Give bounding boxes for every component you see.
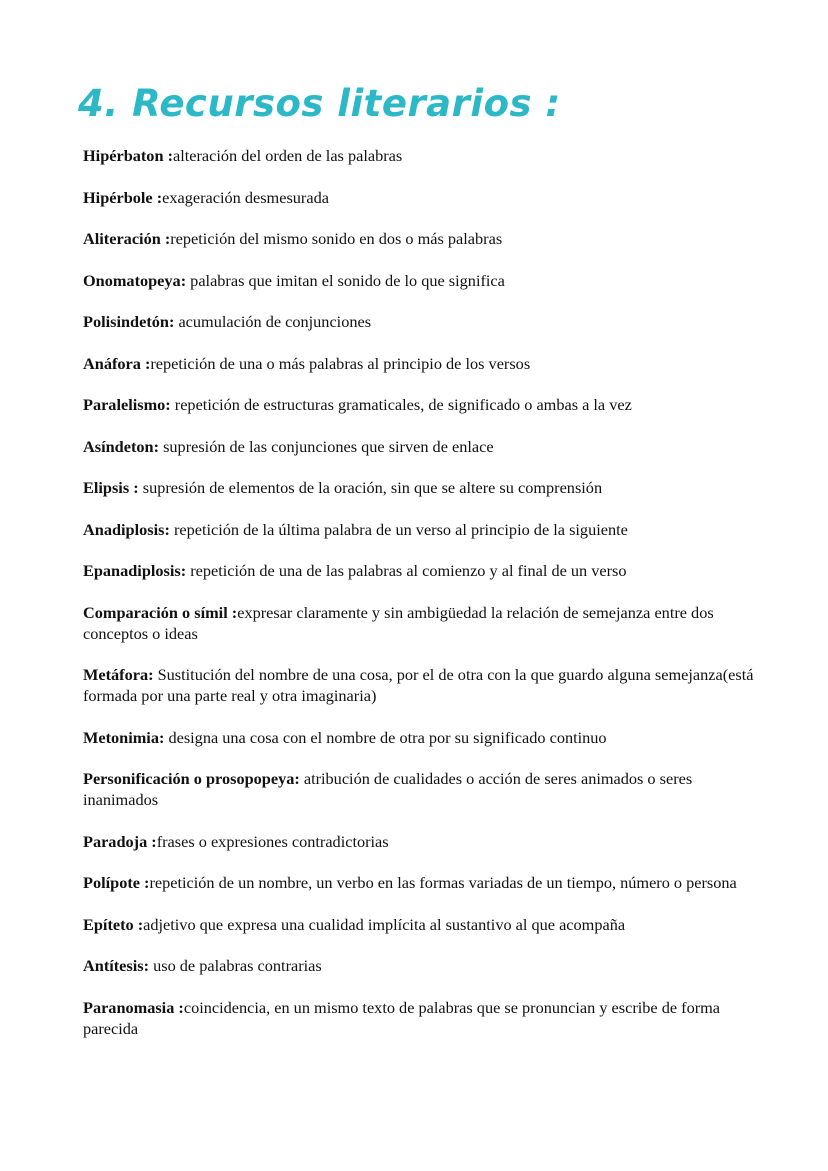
term-name: Asíndeton:	[83, 436, 159, 456]
term-item	[83, 477, 763, 498]
term-item	[83, 311, 763, 332]
term-name: Paranomasia :	[83, 997, 184, 1017]
literary-devices-list	[83, 145, 763, 1059]
term-definition: repetición de estructuras gramaticales, de significado o ambas a la vez	[170, 395, 632, 414]
term-definition: frases o expresiones contradictorias	[156, 831, 389, 851]
term-name: Metáfora:	[83, 665, 154, 684]
term-definition: repetición de una o más palabras al principio de los versos	[150, 353, 531, 373]
term-item	[83, 436, 763, 457]
term-item	[83, 997, 763, 1039]
term-definition: uso de palabras contrarias	[149, 956, 322, 975]
term-name: Polípote :	[83, 873, 150, 892]
term-name: Epanadiplosis:	[83, 561, 187, 580]
term-item	[83, 955, 763, 976]
term-definition: designa una cosa con el nombre de otra por su significado continuo	[164, 727, 607, 747]
term-name: Paradoja :	[83, 831, 157, 851]
term-definition: repetición de un nombre, un verbo en las formas variadas de un tiempo, número o persona	[149, 873, 737, 892]
term-name: Epíteto :	[83, 914, 144, 934]
term-definition: alteración del orden de las palabras	[173, 146, 403, 165]
term-item	[83, 768, 763, 810]
term-item	[83, 187, 763, 208]
term-name: Polisindetón:	[83, 312, 175, 331]
term-item	[83, 270, 763, 291]
term-name: Hipérbaton :	[83, 146, 174, 165]
term-name: Comparación o símil :	[83, 602, 238, 622]
term-item	[83, 727, 763, 748]
term-item	[83, 664, 763, 706]
term-item	[83, 602, 763, 644]
term-item	[83, 831, 763, 852]
term-definition: expresar claramente y sin ambigüedad la relación de semejanza entre dos conceptos o ideas	[83, 602, 714, 643]
term-name: Antítesis:	[83, 956, 150, 975]
term-name: Hipérbole :	[83, 187, 163, 207]
term-item	[83, 145, 763, 166]
term-name: Paralelismo:	[83, 395, 171, 414]
term-definition: exageración desmesurada	[162, 187, 329, 207]
term-name: Personificación o prosopopeya:	[83, 769, 300, 788]
term-definition: atribución de cualidades o acción de seres animados o seres inanimados	[83, 769, 693, 809]
term-definition: supresión de las conjunciones que sirven de enlace	[159, 436, 494, 456]
term-name: Anadiplosis:	[83, 519, 170, 539]
term-definition: repetición de la última palabra de un verso al principio de la siguiente	[169, 519, 628, 539]
term-item	[83, 353, 763, 374]
term-name: Anáfora :	[83, 353, 151, 373]
term-definition: coincidencia, en un mismo texto de palabras que se pronuncian y escribe de forma parecida	[83, 997, 721, 1038]
term-definition: acumulación de conjunciones	[174, 312, 372, 331]
term-item	[83, 394, 763, 415]
term-definition: repetición de una de las palabras al comienzo y al final de un verso	[186, 561, 627, 580]
term-definition: supresión de elementos de la oración, sin que se altere su comprensión	[138, 478, 603, 497]
term-item	[83, 560, 763, 581]
term-definition: Sustitución del nombre de una cosa, por el de otra con la que guardo alguna semejanza(está formada por una parte real y otra imaginaria)	[83, 665, 754, 705]
term-name: Metonimia:	[83, 727, 165, 747]
term-name: Aliteración :	[83, 229, 171, 248]
term-name: Onomatopeya:	[83, 270, 187, 290]
term-name: Elipsis :	[83, 478, 139, 497]
term-item	[83, 914, 763, 935]
page-title: 4. Recursos literarios :	[78, 82, 561, 125]
term-definition: adjetivo que expresa una cualidad implícita al sustantivo al que acompaña	[143, 914, 626, 934]
term-item	[83, 519, 763, 540]
term-definition: repetición del mismo sonido en dos o más palabras	[170, 229, 503, 248]
term-definition: palabras que imitan el sonido de lo que significa	[186, 270, 505, 290]
term-item	[83, 228, 763, 249]
term-item	[83, 872, 763, 893]
